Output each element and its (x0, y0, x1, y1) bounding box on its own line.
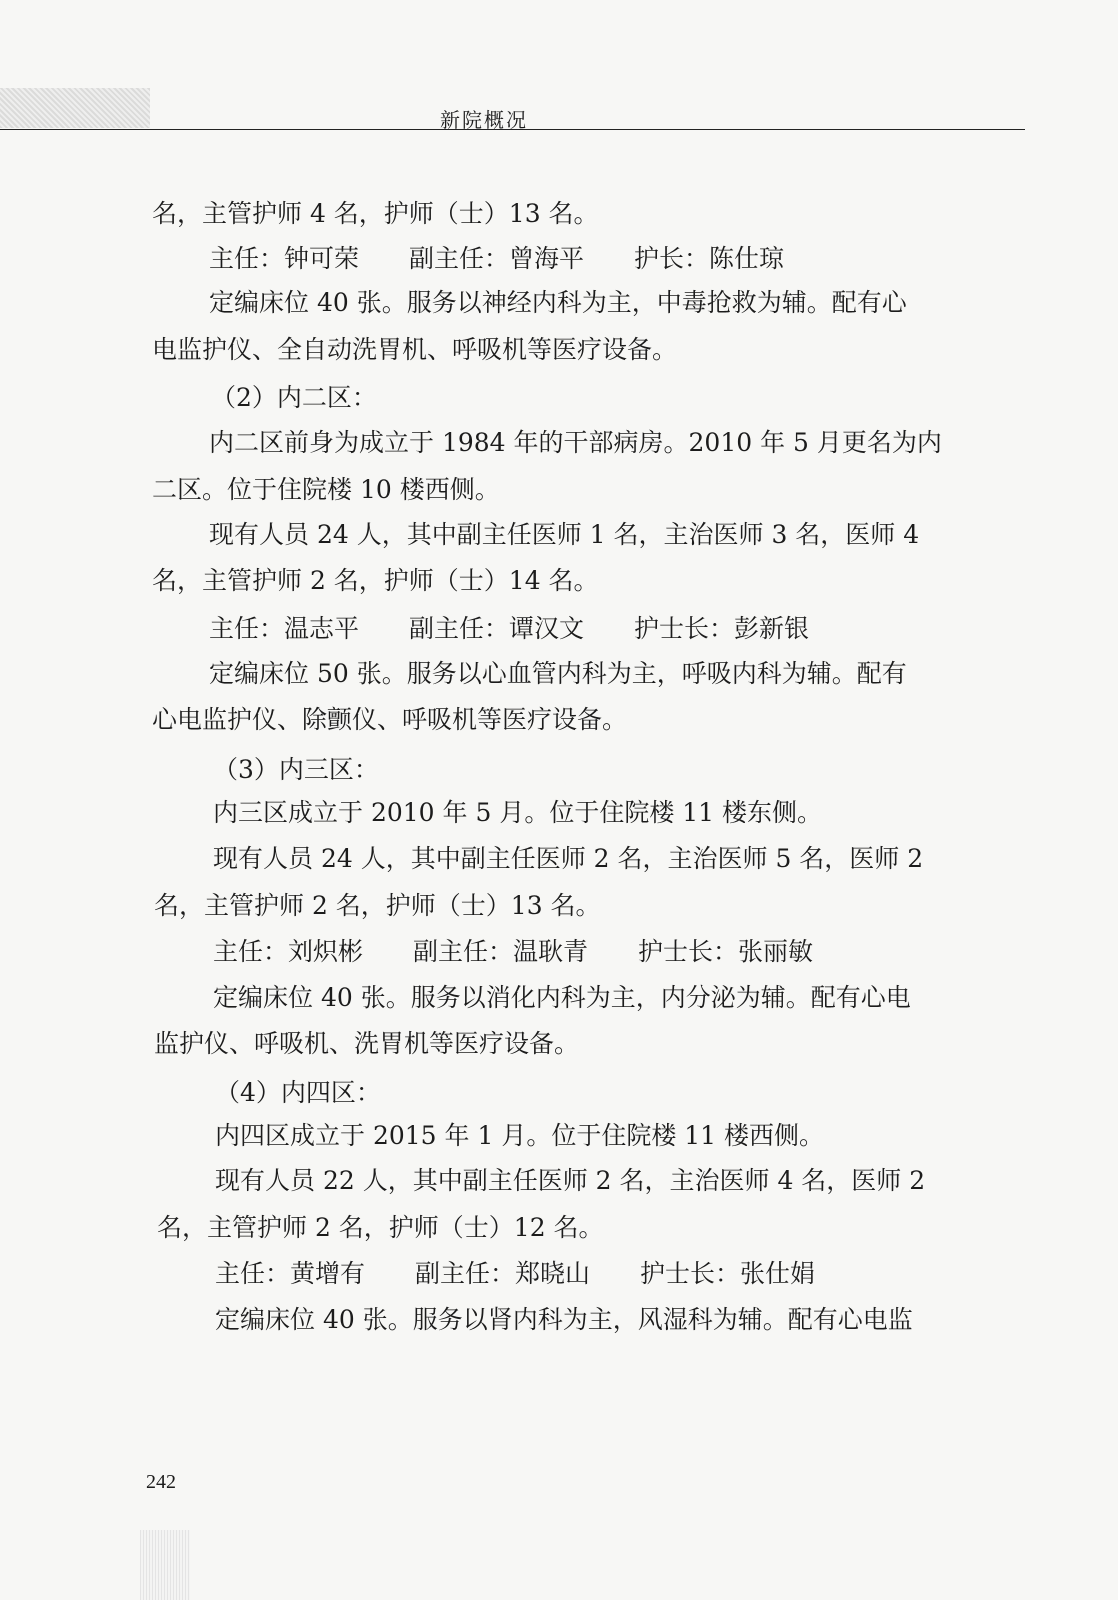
text-line: 心电监护仪、除颤仪、呼吸机等医疗设备。 (152, 705, 628, 734)
scan-shading (0, 88, 150, 128)
text-line: 内二区前身为成立于 1984 年的干部病房。2010 年 5 月更名为内 (209, 428, 942, 457)
text-line: 名，主管护师 2 名，护师（士）14 名。 (152, 566, 599, 595)
page-number: 242 (146, 1471, 176, 1493)
section-heading: （2）内二区： (211, 383, 377, 412)
text-line: 主任：温志平 副主任：谭汉文 护士长：彭新银 (209, 614, 810, 643)
text-line: 电监护仪、全自动洗胃机、呼吸机等医疗设备。 (152, 335, 678, 364)
text-line: 现有人员 24 人，其中副主任医师 2 名，主治医师 5 名，医师 2 (213, 844, 924, 873)
section-heading: （3）内三区： (213, 755, 379, 784)
text-line: 内四区成立于 2015 年 1 月。位于住院楼 11 楼西侧。 (215, 1121, 825, 1150)
text-line: 定编床位 40 张。服务以消化内科为主，内分泌为辅。配有心电 (213, 983, 911, 1012)
text-line: 现有人员 24 人，其中副主任医师 1 名，主治医师 3 名，医师 4 (209, 520, 920, 549)
text-line: 主任：黄增有 副主任：郑晓山 护士长：张仕娟 (215, 1259, 816, 1288)
running-header: 新院概况 (440, 108, 528, 132)
text-line: 名，主管护师 2 名，护师（士）13 名。 (154, 891, 601, 920)
text-line: 主任：钟可荣 副主任：曾海平 护长：陈仕琼 (209, 244, 785, 273)
text-line: 名，主管护师 4 名，护师（士）13 名。 (152, 199, 599, 228)
text-line: 二区。位于住院楼 10 楼西侧。 (152, 475, 500, 504)
text-line: 定编床位 40 张。服务以神经内科为主，中毒抢救为辅。配有心 (209, 288, 907, 317)
text-line: 定编床位 40 张。服务以肾内科为主，风湿科为辅。配有心电监 (215, 1305, 913, 1334)
text-line: 内三区成立于 2010 年 5 月。位于住院楼 11 楼东侧。 (213, 798, 823, 827)
text-line: 主任：刘炽彬 副主任：温耿青 护士长：张丽敏 (213, 937, 814, 966)
header-rule (0, 129, 1025, 130)
text-line: 监护仪、呼吸机、洗胃机等医疗设备。 (154, 1029, 580, 1058)
scan-shading (140, 1530, 190, 1600)
text-line: 定编床位 50 张。服务以心血管内科为主，呼吸内科为辅。配有 (209, 659, 907, 688)
text-line: 现有人员 22 人，其中副主任医师 2 名，主治医师 4 名，医师 2 (215, 1166, 926, 1195)
section-heading: （4）内四区： (215, 1078, 381, 1107)
text-line: 名，主管护师 2 名，护师（士）12 名。 (157, 1213, 604, 1242)
